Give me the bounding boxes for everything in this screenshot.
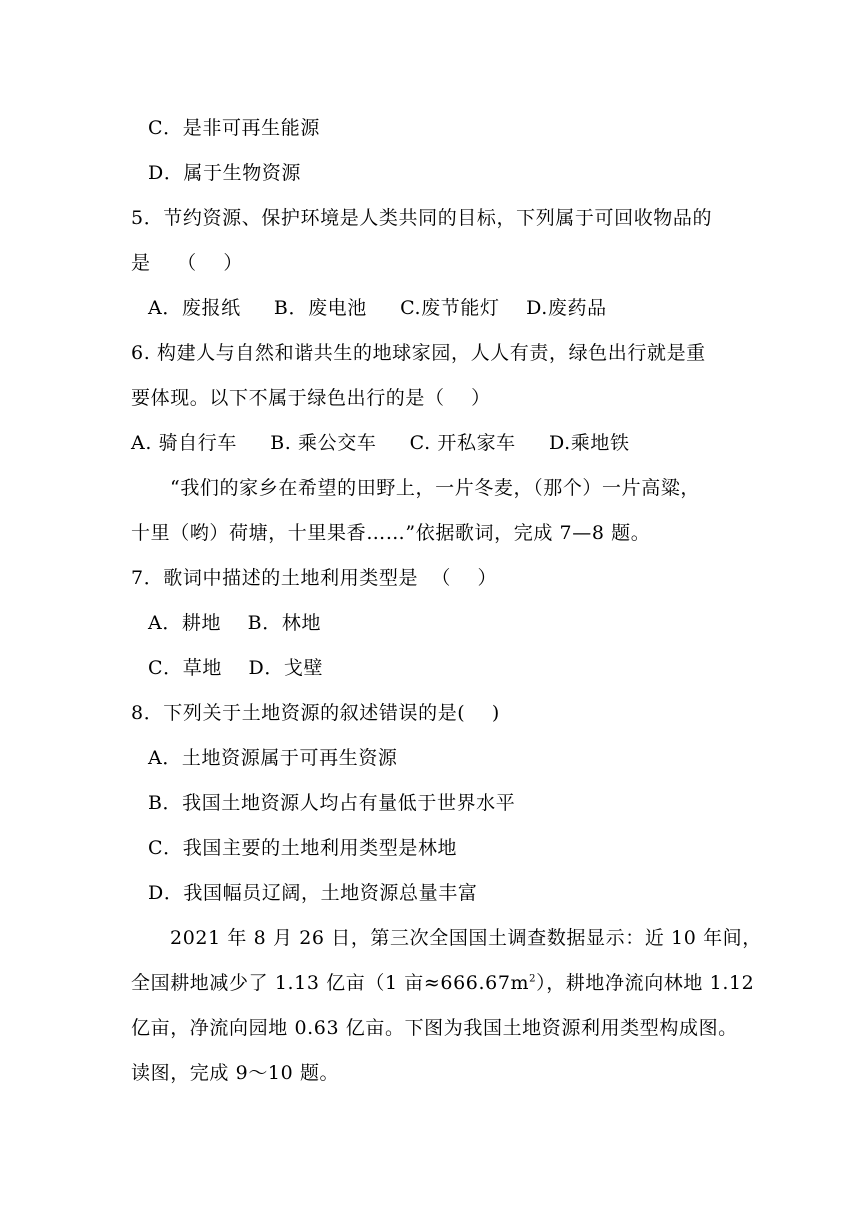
passage-9-10-line2-text-end: ），耕地净流向林地 1.12	[536, 972, 755, 994]
q5-stem-line2: 是 （ ）	[131, 252, 243, 274]
passage-7-8-line1: “我们的家乡在希望的田野上，一片冬麦，（那个）一片高粱，	[170, 477, 701, 499]
q4-option-d: D．属于生物资源	[148, 162, 302, 184]
passage-9-10-line2-text: 全国耕地减少了 1.13 亿亩（1 亩≈666.67m	[131, 972, 530, 994]
q8-option-d: D．我国幅员辽阔，土地资源总量丰富	[148, 882, 478, 904]
passage-9-10-line4: 读图，完成 9～10 题。	[131, 1062, 340, 1084]
q7-options-line2: C．草地 D．戈壁	[148, 657, 324, 679]
q8-option-a: A．土地资源属于可再生资源	[148, 747, 398, 769]
q7-options-line1: A．耕地 B．林地	[148, 612, 322, 634]
passage-9-10-line2	[131, 970, 754, 996]
superscript-2: 2	[529, 973, 537, 985]
q6-stem-line2: 要体现。以下不属于绿色出行的是（ ）	[131, 387, 491, 409]
q5-stem-line1: 5．节约资源、保护环境是人类共同的目标，下列属于可回收物品的	[131, 207, 713, 229]
q6-options: A. 骑自行车 B. 乘公交车 C. 开私家车 D.乘地铁	[131, 432, 630, 454]
q8-option-c: C．我国主要的土地利用类型是林地	[148, 837, 458, 859]
passage-9-10-line1: 2021 年 8 月 26 日，第三次全国国土调查数据显示：近 10 年间，	[170, 927, 762, 949]
q8-stem: 8．下列关于土地资源的叙述错误的是( )	[131, 702, 500, 724]
q5-options: A．废报纸 B．废电池 C.废节能灯 D.废药品	[148, 297, 607, 319]
q4-option-c: C．是非可再生能源	[148, 117, 320, 139]
passage-7-8-line2: 十里（哟）荷塘，十里果香……”依据歌词，完成 7—8 题。	[131, 522, 651, 544]
q7-stem: 7．歌词中描述的土地利用类型是 （ ）	[131, 567, 498, 589]
q8-option-b: B．我国土地资源人均占有量低于世界水平	[148, 792, 516, 814]
passage-9-10-line3: 亿亩，净流向园地 0.63 亿亩。下图为我国土地资源利用类型构成图。	[131, 1017, 738, 1039]
q6-stem-line1: 6. 构建人与自然和谐共生的地球家园，人人有责，绿色出行就是重	[131, 342, 706, 364]
